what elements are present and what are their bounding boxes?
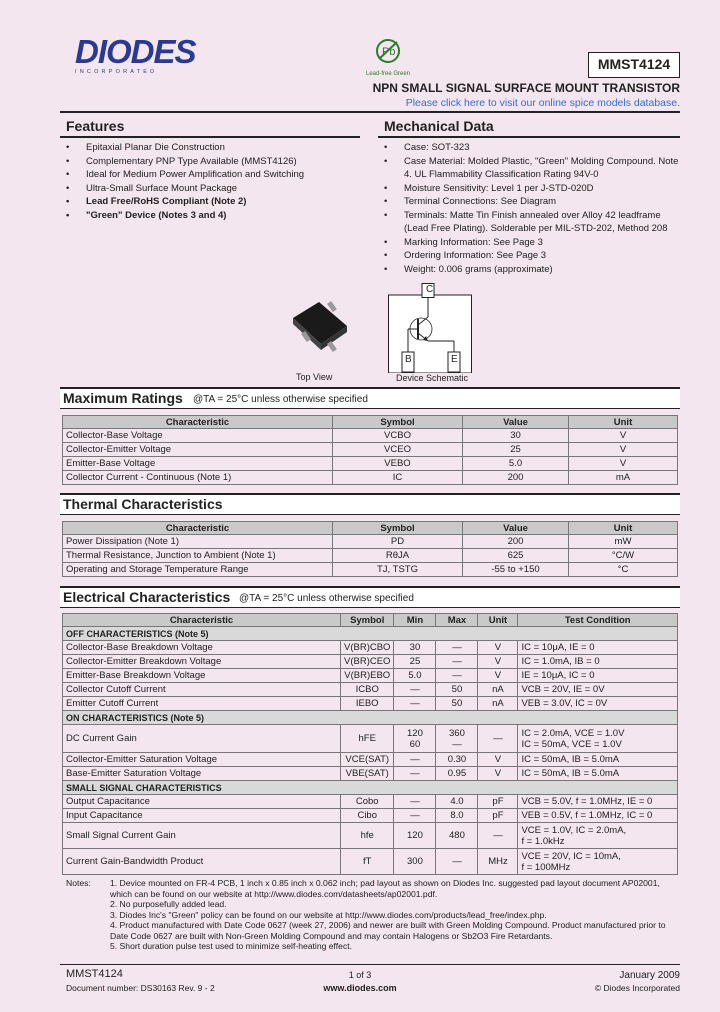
cell: TJ, TSTG	[333, 563, 463, 577]
cell: VEB = 3.0V, IC = 0V	[518, 697, 678, 711]
cell: IC	[333, 471, 463, 485]
cell: —	[478, 823, 518, 849]
cell: nA	[478, 683, 518, 697]
table-row	[63, 641, 678, 655]
mechanical-item: • Moisture Sensitivity: Level 1 per J-STD-020D	[382, 182, 680, 196]
cell: 480	[436, 823, 478, 849]
cell: Cobo	[341, 795, 394, 809]
electrical-heading: Electrical Characteristics	[63, 589, 231, 605]
electrical-table	[62, 613, 678, 875]
footer-part: MMST4124	[66, 968, 123, 980]
cell: —	[436, 669, 478, 683]
col-unit: Unit	[569, 522, 678, 535]
cell: Input Capacitance	[63, 809, 341, 823]
col-value: Value	[463, 416, 569, 429]
cell: VCEO	[333, 443, 463, 457]
cell: Thermal Resistance, Junction to Ambient (Note 1)	[63, 549, 333, 563]
cell: Cibo	[341, 809, 394, 823]
feature-item: • Epitaxial Planar Die Construction	[64, 141, 364, 155]
package-top-view-image	[285, 296, 355, 356]
cell: IE = 10μA, IC = 0	[518, 669, 678, 683]
bw-cond1: VCE = 20V, IC = 10mA,	[521, 850, 621, 862]
dc-gain-max1: 360	[449, 727, 465, 739]
cell: MHz	[478, 849, 518, 875]
cell: V	[569, 429, 678, 443]
cell	[518, 849, 678, 875]
table-header-row	[63, 522, 678, 535]
pin-e-label: E	[451, 354, 458, 365]
col-characteristic: Characteristic	[63, 614, 341, 627]
electrical-band	[60, 586, 680, 608]
table-row	[63, 683, 678, 697]
cell: Power Dissipation (Note 1)	[63, 535, 333, 549]
cell: 4.0	[436, 795, 478, 809]
cell: V(BR)CBO	[341, 641, 394, 655]
cell: V	[478, 669, 518, 683]
cell: mA	[569, 471, 678, 485]
cell: Collector Current - Continuous (Note 1)	[63, 471, 333, 485]
cell: Collector-Emitter Voltage	[63, 443, 333, 457]
feature-item: • Ultra-Small Surface Mount Package	[64, 182, 364, 196]
cell: Operating and Storage Temperature Range	[63, 563, 333, 577]
cell: VCBO	[333, 429, 463, 443]
cell	[436, 725, 478, 753]
cell: pF	[478, 809, 518, 823]
mechanical-rule	[378, 136, 680, 138]
cell: nA	[478, 697, 518, 711]
note-item: 2. No purposefully added lead.	[110, 899, 227, 909]
diodes-logo	[75, 33, 205, 76]
col-min: Min	[394, 614, 436, 627]
feature-item: • Complementary PNP Type Available (MMST4126)	[64, 155, 364, 169]
cell: IEBO	[341, 697, 394, 711]
cell: VCB = 20V, IE = 0V	[518, 683, 678, 697]
thermal-heading: Thermal Characteristics	[63, 496, 223, 512]
cell: Collector-Base Voltage	[63, 429, 333, 443]
lead-free-label: Lead-free Green	[365, 71, 411, 77]
cell: 50	[436, 683, 478, 697]
svg-text:Pb: Pb	[382, 46, 396, 58]
table-row	[63, 753, 678, 767]
thermal-band	[60, 493, 680, 515]
table-row	[63, 669, 678, 683]
cell: 120	[394, 823, 436, 849]
dc-gain-cond1: IC = 2.0mA, VCE = 1.0V	[521, 727, 625, 739]
electrical-condition: @TA = 25°C unless otherwise specified	[239, 593, 414, 604]
ss-gain-cond2: f = 1.0kHz	[521, 835, 565, 847]
cell: ICBO	[341, 683, 394, 697]
header-divider	[60, 111, 680, 113]
mechanical-item: • Ordering Information: See Page 3	[382, 249, 680, 263]
cell: PD	[333, 535, 463, 549]
cell: °C	[569, 563, 678, 577]
cell: 200	[463, 535, 569, 549]
cell: 200	[463, 471, 569, 485]
cell: —	[394, 809, 436, 823]
dc-gain-min1: 120	[407, 727, 423, 739]
thermal-table	[62, 521, 678, 577]
mechanical-item: • Weight: 0.006 grams (approximate)	[382, 263, 680, 277]
cell: —	[394, 683, 436, 697]
cell: pF	[478, 795, 518, 809]
feature-item: • "Green" Device (Notes 3 and 4)	[64, 209, 364, 223]
cell: °C/W	[569, 549, 678, 563]
table-row	[63, 823, 678, 849]
lead-free-badge	[363, 36, 413, 77]
mechanical-item: • Case Material: Molded Plastic, "Green" Molding Compound. Note 4. UL Flammability Classification Rating 94V-0	[382, 155, 680, 182]
feature-item: • Lead Free/RoHS Compliant (Note 2)	[64, 195, 364, 209]
spice-models-link[interactable]: Please click here to visit our online spice models database.	[405, 97, 680, 109]
cell: Output Capacitance	[63, 795, 341, 809]
cell: V	[478, 655, 518, 669]
table-row	[63, 809, 678, 823]
cell: hfe	[341, 823, 394, 849]
cell: Base-Emitter Saturation Voltage	[63, 767, 341, 781]
cell: IC = 10μA, IE = 0	[518, 641, 678, 655]
col-characteristic: Characteristic	[63, 416, 333, 429]
cell: DC Current Gain	[63, 725, 341, 753]
col-value: Value	[463, 522, 569, 535]
footer-doc-number: Document number: DS30163 Rev. 9 - 2	[66, 983, 215, 993]
cell: VCE(SAT)	[341, 753, 394, 767]
cell: -55 to +150	[463, 563, 569, 577]
cell: 0.95	[436, 767, 478, 781]
mechanical-item: • Marking Information: See Page 3	[382, 236, 680, 250]
cell: —	[394, 753, 436, 767]
table-row	[63, 443, 678, 457]
col-unit: Unit	[478, 614, 518, 627]
cell: 30	[463, 429, 569, 443]
note-item: 1. Device mounted on FR-4 PCB, 1 inch x 0.85 inch x 0.062 inch; pad layout as shown on Diodes Inc. suggested pad layout document AP02001, which can be found on our website at http://www.diodes.com/datasheets/ap02001.pdf.	[110, 878, 660, 899]
cell: —	[394, 767, 436, 781]
cell: V(BR)EBO	[341, 669, 394, 683]
cell: V	[478, 753, 518, 767]
cell: fT	[341, 849, 394, 875]
note-item: 3. Diodes Inc's "Green" policy can be found on our website at http://www.diodes.com/products/lead_free/index.php.	[110, 909, 547, 920]
cell: Collector-Base Breakdown Voltage	[63, 641, 341, 655]
footer-copyright: © Diodes Incorporated	[594, 983, 680, 993]
table-row	[63, 549, 678, 563]
footer-divider	[60, 964, 680, 965]
table-row	[63, 849, 678, 875]
logo-subtitle: INCORPORATED	[75, 69, 158, 75]
bw-cond2: f = 100MHz	[521, 861, 571, 873]
cell: VBE(SAT)	[341, 767, 394, 781]
cell: Emitter-Base Voltage	[63, 457, 333, 471]
cell: VEBO	[333, 457, 463, 471]
features-heading: Features	[66, 118, 125, 134]
max-ratings-table	[62, 415, 678, 485]
cell: —	[436, 849, 478, 875]
small-signal-label: SMALL SIGNAL CHARACTERISTICS	[63, 781, 678, 795]
cell: Small Signal Current Gain	[63, 823, 341, 849]
cell: —	[394, 795, 436, 809]
cell: 300	[394, 849, 436, 875]
table-header-row	[63, 614, 678, 627]
cell: VCB = 5.0V, f = 1.0MHz, IE = 0	[518, 795, 678, 809]
notes-list	[110, 878, 680, 952]
cell: V	[478, 641, 518, 655]
note-item: 5. Short duration pulse test used to minimize self-heating effect.	[110, 941, 353, 951]
top-view-caption: Top View	[296, 372, 333, 382]
max-ratings-heading: Maximum Ratings	[63, 390, 183, 406]
cell: hFE	[341, 725, 394, 753]
cell: IC = 50mA, IB = 5.0mA	[518, 753, 678, 767]
part-number-box: MMST4124	[588, 52, 680, 78]
table-row	[63, 655, 678, 669]
cell: RθJA	[333, 549, 463, 563]
table-row	[63, 457, 678, 471]
cell: 30	[394, 641, 436, 655]
table-row	[63, 471, 678, 485]
schematic-caption: Device Schematic	[396, 373, 469, 383]
cell	[518, 725, 678, 753]
cell: 0.30	[436, 753, 478, 767]
cell: 5.0	[463, 457, 569, 471]
off-characteristics-label: OFF CHARACTERISTICS (Note 5)	[63, 627, 678, 641]
col-symbol: Symbol	[333, 416, 463, 429]
cell: V(BR)CEO	[341, 655, 394, 669]
cell: IC = 1.0mA, IB = 0	[518, 655, 678, 669]
cell: IC = 50mA, IB = 5.0mA	[518, 767, 678, 781]
cell: 5.0	[394, 669, 436, 683]
on-characteristics-label: ON CHARACTERISTICS (Note 5)	[63, 711, 678, 725]
cell: 625	[463, 549, 569, 563]
cell: V	[569, 443, 678, 457]
table-row	[63, 725, 678, 753]
device-schematic	[388, 283, 472, 373]
dc-gain-cond2: IC = 50mA, VCE = 1.0V	[521, 738, 622, 750]
cell: 50	[436, 697, 478, 711]
cell: 25	[394, 655, 436, 669]
max-ratings-band	[60, 387, 680, 409]
table-header-row	[63, 416, 678, 429]
table-row	[63, 563, 678, 577]
table-row	[63, 697, 678, 711]
features-list	[64, 141, 364, 222]
footer-page: 1 of 3	[348, 970, 372, 980]
col-max: Max	[436, 614, 478, 627]
mechanical-item: • Terminal Connections: See Diagram	[382, 195, 680, 209]
cell: 8.0	[436, 809, 478, 823]
page-title: NPN SMALL SIGNAL SURFACE MOUNT TRANSISTOR	[372, 81, 680, 95]
mechanical-item: • Terminals: Matte Tin Finish annealed over Alloy 42 leadframe (Lead Free Plating). Solderable per MIL-STD-202, Method 208	[382, 209, 680, 236]
mechanical-item: • Case: SOT-323	[382, 141, 680, 155]
max-ratings-condition: @TA = 25°C unless otherwise specified	[193, 394, 368, 405]
logo-text: DIODES	[75, 33, 196, 70]
cell: Current Gain-Bandwidth Product	[63, 849, 341, 875]
cell	[394, 725, 436, 753]
footer-website-link[interactable]: www.diodes.com	[323, 983, 397, 993]
feature-item: • Ideal for Medium Power Amplification and Switching	[64, 168, 364, 182]
mechanical-heading: Mechanical Data	[384, 118, 494, 134]
cell: mW	[569, 535, 678, 549]
cell: Collector-Emitter Saturation Voltage	[63, 753, 341, 767]
table-row	[63, 535, 678, 549]
note-item: 4. Product manufactured with Date Code 0627 (week 27, 2006) and newer are built with Green Molding Compound. Product manufactured prior to Date Code 0627 are built with Non-Green Molding Compound and may contain Halogens or Sb2O3 Fire Retardants.	[110, 920, 666, 941]
cell: VEB = 0.5V, f = 1.0MHz, IC = 0	[518, 809, 678, 823]
notes-label: Notes:	[66, 878, 91, 888]
cell: V	[478, 767, 518, 781]
pin-b-label: B	[405, 354, 412, 365]
cell: —	[436, 641, 478, 655]
table-row	[63, 767, 678, 781]
pin-c-label: C	[426, 284, 434, 295]
mechanical-list	[382, 141, 680, 276]
cell: Collector-Emitter Breakdown Voltage	[63, 655, 341, 669]
cell: 25	[463, 443, 569, 457]
cell	[518, 823, 678, 849]
cell: —	[436, 655, 478, 669]
cell: Emitter Cutoff Current	[63, 697, 341, 711]
col-symbol: Symbol	[341, 614, 394, 627]
col-symbol: Symbol	[333, 522, 463, 535]
cell: Emitter-Base Breakdown Voltage	[63, 669, 341, 683]
features-rule	[60, 136, 360, 138]
col-test-condition: Test Condition	[518, 614, 678, 627]
footer-date: January 2009	[619, 970, 680, 981]
ss-gain-cond1: VCE = 1.0V, IC = 2.0mA,	[521, 824, 627, 836]
col-characteristic: Characteristic	[63, 522, 333, 535]
table-row	[63, 429, 678, 443]
cell: Collector Cutoff Current	[63, 683, 341, 697]
dc-gain-max2: —	[452, 738, 462, 750]
cell: —	[394, 697, 436, 711]
lead-free-icon	[371, 36, 405, 66]
cell: V	[569, 457, 678, 471]
dc-gain-min2: 60	[409, 738, 421, 750]
col-unit: Unit	[569, 416, 678, 429]
table-row	[63, 795, 678, 809]
cell: —	[478, 725, 518, 753]
